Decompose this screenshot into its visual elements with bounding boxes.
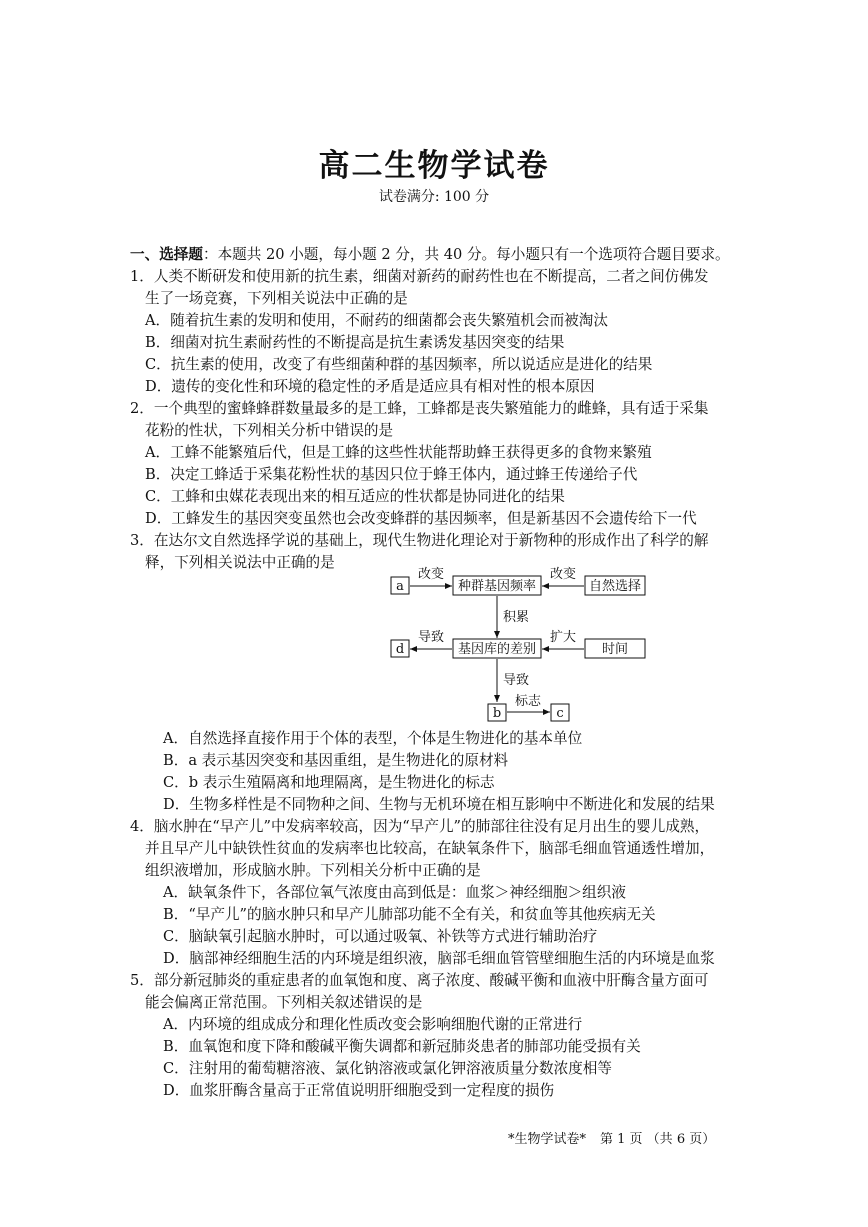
question-1-option-c[interactable]: C．抗生素的使用，改变了有些细菌种群的基因频率，所以说适应是进化的结果 [145, 356, 653, 373]
question-5-option-c[interactable]: C．注射用的葡萄糖溶液、氯化钠溶液或氯化钾溶液质量分数浓度相等 [163, 1060, 612, 1077]
question-1-option-a[interactable]: A．随着抗生素的发明和使用，不耐药的细菌都会丧失繁殖机会而被淘汰 [145, 312, 608, 329]
diagram-box-time-label: 时间 [601, 642, 629, 657]
diagram-box-a-label: a [396, 579, 404, 594]
section-description: ：本题共 20 小题，每小题 2 分，共 40 分。每小题只有一个选项符合题目要求。 [202, 246, 730, 263]
diagram-label-cause-down: 导致 [503, 673, 530, 688]
question-4-option-a[interactable]: A．缺氧条件下，各部位氧气浓度由高到低是：血浆＞神经细胞＞组织液 [163, 884, 626, 901]
diagram-label-cause-left: 导致 [417, 630, 445, 645]
diagram-box-b-label: b [492, 706, 502, 721]
question-5-option-b[interactable]: B．血氧饱和度下降和酸碱平衡失调都和新冠肺炎患者的肺部功能受损有关 [163, 1038, 641, 1055]
question-2-option-b[interactable]: B．决定工蜂适于采集花粉性状的基因只位于蜂王体内，通过蜂王传递给子代 [145, 466, 638, 483]
question-1-option-b[interactable]: B．细菌对抗生素耐药性的不断提高是抗生素诱发基因突变的结果 [145, 334, 565, 351]
diagram-label-change-left: 改变 [417, 567, 445, 582]
diagram-box-natural-selection-label: 自然选择 [588, 579, 642, 594]
diagram-box-gene-pool-label: 基因库的差别 [457, 642, 537, 657]
question-1-option-d[interactable]: D．遗传的变化性和环境的稳定性的矛盾是适应具有相对性的根本原因 [145, 378, 595, 395]
question-3-stem-line-1: 3．在达尔文自然选择学说的基础上，现代生物进化理论对于新物种的形成作出了科学的解 [130, 532, 709, 549]
question-5-stem-line-1: 5．部分新冠肺炎的重症患者的血氧饱和度、离子浓度、酸碱平衡和血液中肝酶含量方面可 [130, 972, 709, 989]
question-5-option-a[interactable]: A．内环境的组成成分和理化性质改变会影响细胞代谢的正常进行 [163, 1016, 583, 1033]
question-2-option-d[interactable]: D．工蜂发生的基因突变虽然也会改变蜂群的基因频率，但是新基因不会遗传给下一代 [145, 510, 697, 527]
question-4-option-d[interactable]: D．脑部神经细胞生活的内环境是组织液，脑部毛细血管管壁细胞生活的内环境是血浆 [163, 950, 715, 967]
question-2-stem-line-1: 2．一个典型的蜜蜂蜂群数量最多的是工蜂，工蜂都是丧失繁殖能力的雌蜂，具有适于采集 [130, 400, 709, 417]
question-4-option-c[interactable]: C．脑缺氧引起脑水肿时，可以通过吸氧、补铁等方式进行辅助治疗 [163, 928, 598, 945]
diagram-box-c-label: c [556, 706, 564, 721]
question-3-option-d[interactable]: D．生物多样性是不同物种之间、生物与无机环境在相互影响中不断进化和发展的结果 [163, 796, 715, 813]
diagram-label-change-right: 改变 [549, 567, 577, 582]
question-4-stem-line-3: 组织液增加，形成脑水肿。下列相关分析中正确的是 [145, 862, 481, 879]
section-label: 一、选择题 [130, 246, 203, 263]
question-2-option-c[interactable]: C．工蜂和虫媒花表现出来的相互适应的性状都是协同进化的结果 [145, 488, 565, 505]
page-title: 高二生物学试卷 [318, 148, 550, 184]
question-1-stem-line-1: 1．人类不断研发和使用新的抗生素，细菌对新药的耐药性也在不断提高，二者之间仿佛发 [130, 268, 709, 285]
evolution-concept-diagram [385, 564, 675, 724]
question-4-option-b[interactable]: B．“早产儿”的脑水肿只和早产儿肺部功能不全有关，和贫血等其他疾病无关 [163, 906, 656, 923]
page-footer [508, 1128, 729, 1147]
diagram-box-gene-frequency-label: 种群基因频率 [457, 579, 537, 594]
question-1-stem-line-2: 生了一场竞赛，下列相关说法中正确的是 [145, 290, 408, 307]
diagram-label-accumulate: 积累 [503, 610, 530, 625]
question-4-stem-line-1: 4．脑水肿在“早产儿”中发病率较高，因为“早产儿”的肺部往往没有足月出生的婴儿成熟， [130, 818, 710, 835]
diagram-label-expand: 扩大 [549, 630, 577, 645]
question-3-stem-line-2: 释，下列相关说法中正确的是 [145, 554, 335, 571]
question-2-stem-line-2: 花粉的性状，下列相关分析中错误的是 [145, 422, 394, 439]
section-header [130, 244, 730, 266]
question-3-option-c[interactable]: C．b 表示生殖隔离和地理隔离，是生物进化的标志 [163, 774, 495, 791]
question-2-option-a[interactable]: A．工蜂不能繁殖后代，但是工蜂的这些性状能帮助蜂王获得更多的食物来繁殖 [145, 444, 652, 461]
diagram-box-d-label: d [395, 642, 405, 657]
question-3-option-a[interactable]: A．自然选择直接作用于个体的表型，个体是生物进化的基本单位 [163, 730, 583, 747]
question-4-stem-line-2: 并且早产儿中缺铁性贫血的发病率也比较高，在缺氧条件下，脑部毛细血管通透性增加， [145, 840, 715, 857]
question-3-option-b[interactable]: B．a 表示基因突变和基因重组，是生物进化的原材料 [163, 752, 509, 769]
diagram-label-sign: 标志 [514, 694, 542, 709]
question-5-stem-line-2: 能会偏离正常范围。下列相关叙述错误的是 [145, 994, 423, 1011]
page-subtitle: 试卷满分: 100 分 [378, 189, 490, 205]
footer-paper-name: *生物学试卷* [508, 1132, 587, 1147]
footer-page-info: 第 1 页 （共 6 页） [600, 1132, 716, 1147]
question-5-option-d[interactable]: D．血浆肝酶含量高于正常值说明肝细胞受到一定程度的损伤 [163, 1082, 555, 1099]
